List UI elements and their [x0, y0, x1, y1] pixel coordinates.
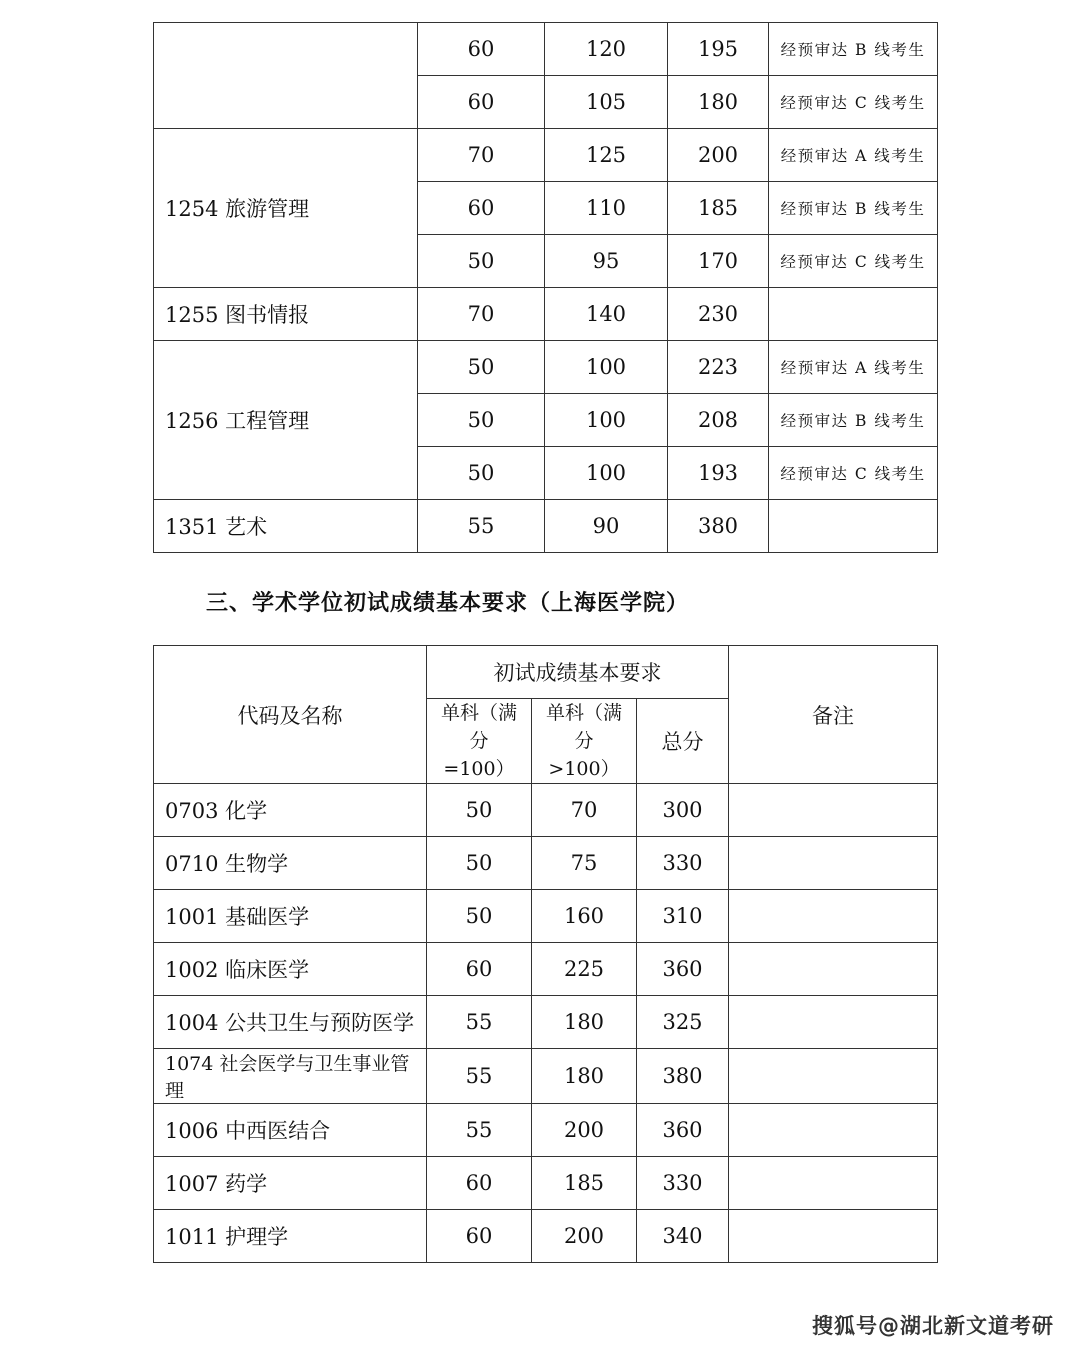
remark-cell	[769, 288, 938, 341]
remark-cell	[729, 1157, 938, 1210]
single-subject-over-100-cell: 180	[532, 1049, 637, 1104]
single-subject-100-cell: 50	[418, 447, 545, 500]
total-score-cell: 170	[668, 235, 769, 288]
single-subject-over-100-cell: 200	[532, 1104, 637, 1157]
score-table-academic	[153, 645, 938, 1263]
program-name-cell: 0703 化学	[154, 784, 427, 837]
single-subject-over-100-cell: 160	[532, 890, 637, 943]
single-subject-over-100-cell: 75	[532, 837, 637, 890]
header-single-subject-100: 单科（满分=100）	[427, 699, 532, 784]
single-subject-100-cell: 60	[418, 23, 545, 76]
header-code-name: 代码及名称	[154, 646, 427, 784]
single-subject-over-100-cell: 185	[532, 1157, 637, 1210]
single-subject-100-cell: 60	[427, 943, 532, 996]
total-score-cell: 330	[637, 1157, 729, 1210]
single-subject-over-100-cell: 225	[532, 943, 637, 996]
total-score-cell: 360	[637, 1104, 729, 1157]
table-row	[154, 943, 938, 996]
table-row	[154, 288, 938, 341]
header-total-score: 总分	[637, 699, 729, 784]
remark-cell	[729, 784, 938, 837]
remark-cell: 经预审达 A 线考生	[769, 341, 938, 394]
total-score-cell: 208	[668, 394, 769, 447]
single-subject-over-100-cell: 100	[545, 341, 668, 394]
total-score-cell: 180	[668, 76, 769, 129]
single-subject-over-100-cell: 120	[545, 23, 668, 76]
remark-cell	[729, 996, 938, 1049]
single-subject-over-100-cell: 70	[532, 784, 637, 837]
single-subject-100-cell: 60	[427, 1157, 532, 1210]
program-name-cell: 1002 临床医学	[154, 943, 427, 996]
header-single-subject-over-100: 单科（满分>100）	[532, 699, 637, 784]
table-row	[154, 1049, 938, 1104]
single-subject-100-cell: 50	[427, 837, 532, 890]
single-subject-100-cell: 70	[418, 129, 545, 182]
total-score-cell: 360	[637, 943, 729, 996]
single-subject-over-100-cell: 105	[545, 76, 668, 129]
table-row	[154, 996, 938, 1049]
single-subject-over-100-cell: 200	[532, 1210, 637, 1263]
remark-cell	[729, 1049, 938, 1104]
program-name-cell: 0710 生物学	[154, 837, 427, 890]
remark-cell: 经预审达 C 线考生	[769, 235, 938, 288]
remark-cell	[729, 837, 938, 890]
remark-cell: 经预审达 B 线考生	[769, 394, 938, 447]
program-name-cell: 1074 社会医学与卫生事业管理	[154, 1049, 427, 1104]
single-subject-over-100-cell: 110	[545, 182, 668, 235]
program-name-cell: 1006 中西医结合	[154, 1104, 427, 1157]
total-score-cell: 185	[668, 182, 769, 235]
total-score-cell: 310	[637, 890, 729, 943]
header-remarks: 备注	[729, 646, 938, 784]
total-score-cell: 223	[668, 341, 769, 394]
total-score-cell: 380	[668, 500, 769, 553]
program-name-cell: 1004 公共卫生与预防医学	[154, 996, 427, 1049]
program-name-cell: 1007 药学	[154, 1157, 427, 1210]
program-name-cell: 1351 艺术	[154, 500, 418, 553]
single-subject-100-cell: 60	[418, 182, 545, 235]
table-row	[154, 341, 938, 394]
single-subject-over-100-cell: 100	[545, 447, 668, 500]
remark-cell: 经预审达 C 线考生	[769, 447, 938, 500]
total-score-cell: 380	[637, 1049, 729, 1104]
total-score-cell: 195	[668, 23, 769, 76]
score-table-professional	[153, 22, 938, 553]
remark-cell: 经预审达 C 线考生	[769, 76, 938, 129]
section-heading: 三、学术学位初试成绩基本要求（上海医学院）	[206, 591, 690, 616]
single-subject-100-cell: 50	[418, 235, 545, 288]
table-row	[154, 129, 938, 182]
total-score-cell: 193	[668, 447, 769, 500]
table-row	[154, 23, 938, 76]
remark-cell	[769, 500, 938, 553]
program-name-cell: 1256 工程管理	[154, 341, 418, 500]
remark-cell: 经预审达 A 线考生	[769, 129, 938, 182]
remark-cell	[729, 943, 938, 996]
table-row	[154, 1104, 938, 1157]
single-subject-100-cell: 50	[418, 341, 545, 394]
total-score-cell: 300	[637, 784, 729, 837]
total-score-cell: 200	[668, 129, 769, 182]
single-subject-100-cell: 55	[427, 996, 532, 1049]
total-score-cell: 330	[637, 837, 729, 890]
remark-cell	[729, 1104, 938, 1157]
remark-cell	[729, 1210, 938, 1263]
header-requirement-group: 初试成绩基本要求	[427, 646, 729, 699]
single-subject-100-cell: 55	[427, 1104, 532, 1157]
single-subject-over-100-cell: 125	[545, 129, 668, 182]
program-name-cell: 1255 图书情报	[154, 288, 418, 341]
table-row	[154, 890, 938, 943]
program-name-cell: 1001 基础医学	[154, 890, 427, 943]
table-row	[154, 1157, 938, 1210]
total-score-cell: 325	[637, 996, 729, 1049]
remark-cell: 经预审达 B 线考生	[769, 23, 938, 76]
single-subject-100-cell: 50	[418, 394, 545, 447]
program-name-cell: 1254 旅游管理	[154, 129, 418, 288]
table-row	[154, 784, 938, 837]
total-score-cell: 340	[637, 1210, 729, 1263]
table-row	[154, 500, 938, 553]
single-subject-over-100-cell: 95	[545, 235, 668, 288]
single-subject-over-100-cell: 90	[545, 500, 668, 553]
table-row	[154, 837, 938, 890]
single-subject-100-cell: 70	[418, 288, 545, 341]
program-name-cell	[154, 23, 418, 129]
single-subject-100-cell: 60	[418, 76, 545, 129]
single-subject-100-cell: 60	[427, 1210, 532, 1263]
table-row	[154, 1210, 938, 1263]
remark-cell: 经预审达 B 线考生	[769, 182, 938, 235]
total-score-cell: 230	[668, 288, 769, 341]
single-subject-over-100-cell: 100	[545, 394, 668, 447]
single-subject-100-cell: 55	[427, 1049, 532, 1104]
single-subject-100-cell: 50	[427, 890, 532, 943]
single-subject-100-cell: 55	[418, 500, 545, 553]
single-subject-100-cell: 50	[427, 784, 532, 837]
single-subject-over-100-cell: 140	[545, 288, 668, 341]
single-subject-over-100-cell: 180	[532, 996, 637, 1049]
remark-cell	[729, 890, 938, 943]
table-header-row	[154, 646, 938, 699]
watermark-text: 搜狐号@湖北新文道考研	[812, 1314, 1054, 1338]
program-name-cell: 1011 护理学	[154, 1210, 427, 1263]
